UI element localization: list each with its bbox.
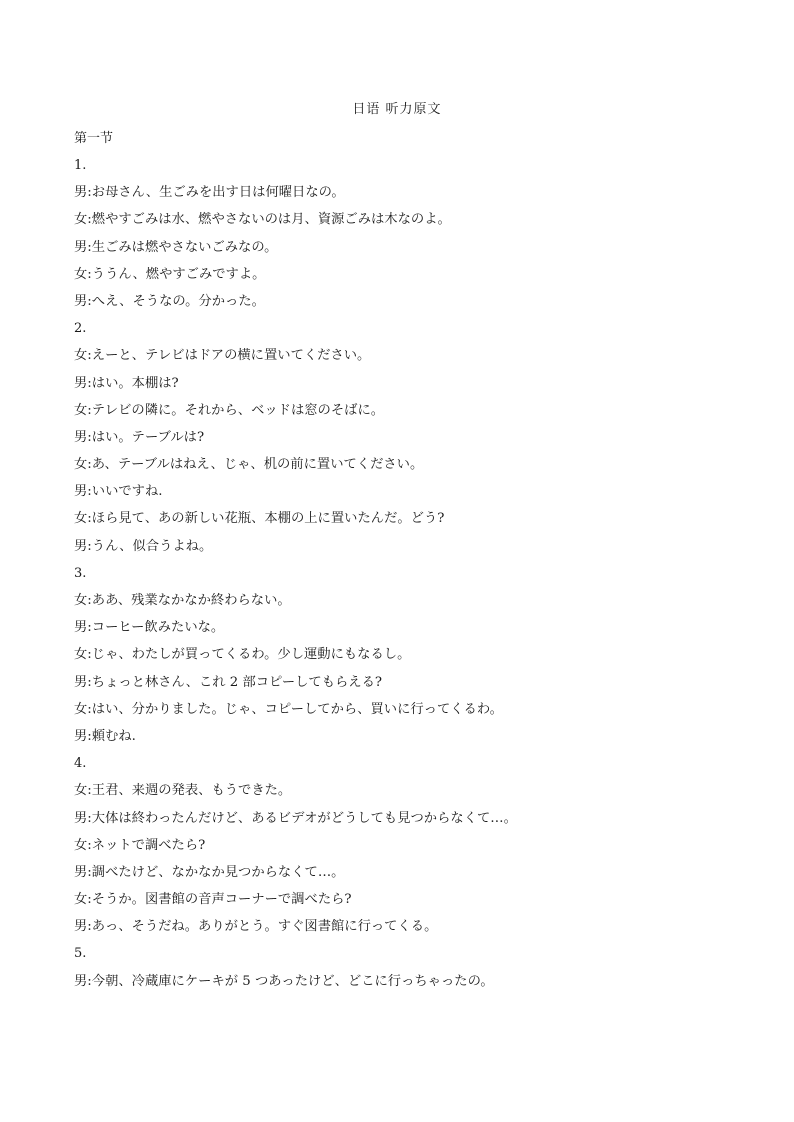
dialogue-line (74, 700, 734, 727)
speaker-label: 男 (74, 810, 88, 826)
utterance-text: 王君、来週の発表、もうできた。 (91, 783, 292, 799)
speaker-label: 男 (74, 973, 88, 989)
utterance-text: ああ、残業なかなか終わらない。 (91, 593, 291, 608)
question-number: 5. (74, 946, 87, 962)
question-block (74, 564, 734, 754)
speaker-separator: : (87, 239, 92, 255)
utterance-text: ううん、燃やすごみですよ。 (91, 266, 266, 282)
speaker-separator: : (87, 620, 92, 636)
dialogue-line (74, 917, 734, 944)
utterance-text: テレビの隣に。それから、ベッドは窓のそばに。 (91, 402, 385, 418)
speaker-separator: : (87, 457, 92, 473)
utterance-text: はい。本棚は? (91, 375, 179, 391)
speaker-label: 男 (74, 185, 88, 201)
dialogue-line (74, 781, 734, 808)
dialogue-line (74, 537, 734, 564)
dialogue-line (74, 292, 734, 319)
utterance-text: ネットで調べたら? (91, 837, 206, 853)
speaker-label: 女 (74, 511, 88, 527)
speaker-separator: : (87, 593, 92, 608)
utterance-text: あ、テーブルはねえ、じゃ、机の前に置いてください。 (91, 457, 424, 473)
speaker-separator: : (87, 266, 92, 282)
speaker-separator: : (87, 973, 92, 989)
dialogue-line (74, 346, 734, 373)
document-title: 日语 听力原文 (352, 102, 442, 117)
speaker-label: 女 (74, 402, 88, 418)
utterance-text: 頼むね. (91, 728, 136, 744)
dialogue-line (74, 727, 734, 754)
speaker-label: 男 (74, 538, 88, 554)
utterance-text: そうか。図書館の音声コーナーで調べたら? (91, 892, 352, 908)
utterance-text: はい、分かりました。じゃ、コピーしてから、買いに行ってくるわ。 (91, 701, 503, 717)
transcript-body (74, 156, 734, 999)
utterance-text: 燃やすごみは水、燃やさないのは月、資源ごみは木なのよ。 (91, 212, 451, 228)
speaker-separator: : (87, 484, 92, 500)
speaker-label: 男 (74, 674, 88, 690)
speaker-separator: : (87, 212, 92, 228)
speaker-label: 男 (74, 919, 88, 935)
speaker-label: 男 (74, 728, 88, 744)
utterance-text: 調べたけど、なかなか見つからなくて…。 (91, 864, 345, 880)
question-block (74, 319, 734, 564)
speaker-separator: : (87, 511, 92, 527)
dialogue-line (74, 428, 734, 455)
section-heading: 第一节 (74, 131, 114, 146)
dialogue-line (74, 890, 734, 917)
utterance-text: うん、似合うよね。 (91, 538, 213, 554)
speaker-separator: : (87, 728, 92, 744)
utterance-text: 生ごみは燃やさないごみなの。 (91, 239, 278, 255)
speaker-separator: : (87, 864, 92, 880)
utterance-text: ちょっと林さん、これ 2 部コピーしてもらえる? (91, 674, 383, 690)
question-block (74, 156, 734, 319)
speaker-separator: : (87, 783, 92, 799)
speaker-label: 男 (74, 864, 88, 880)
speaker-separator: : (87, 293, 92, 309)
speaker-label: 女 (74, 593, 88, 608)
speaker-separator: : (87, 701, 92, 717)
speaker-separator: : (87, 348, 92, 364)
speaker-label: 男 (74, 620, 88, 636)
dialogue-line (74, 374, 734, 401)
dialogue-line (74, 972, 734, 999)
speaker-label: 女 (74, 457, 88, 473)
speaker-label: 女 (74, 701, 88, 717)
speaker-label: 男 (74, 293, 88, 309)
dialogue-line (74, 455, 734, 482)
question-number: 2. (74, 321, 87, 337)
question-block (74, 944, 734, 998)
speaker-separator: : (87, 674, 92, 690)
dialogue-line (74, 591, 734, 618)
speaker-label: 女 (74, 647, 88, 663)
utterance-text: お母さん、生ごみを出す日は何曜日なの。 (91, 185, 345, 201)
speaker-separator: : (87, 538, 92, 554)
speaker-separator: : (87, 402, 92, 418)
speaker-label: 男 (74, 429, 88, 445)
utterance-text: 大体は終わったんだけど、あるビデオがどうしても見つからなくて…。 (91, 810, 517, 826)
speaker-label: 女 (74, 212, 88, 228)
speaker-separator: : (87, 429, 92, 445)
utterance-text: 今朝、冷蔵庫にケーキが 5 つあったけど、どこに行っちゃったの。 (91, 973, 494, 989)
utterance-text: へえ、そうなの。分かった。 (91, 293, 265, 309)
question-number: 3. (74, 565, 87, 581)
dialogue-line (74, 210, 734, 237)
speaker-label: 女 (74, 266, 88, 282)
speaker-label: 男 (74, 239, 88, 255)
question-number: 4. (74, 756, 87, 772)
dialogue-line (74, 809, 734, 836)
dialogue-line (74, 836, 734, 863)
speaker-label: 女 (74, 892, 88, 908)
question-block (74, 754, 734, 944)
utterance-text: はい。テーブルは? (91, 429, 205, 445)
dialogue-line (74, 183, 734, 210)
question-number: 1. (74, 158, 87, 173)
dialogue-line (74, 645, 734, 672)
speaker-separator: : (87, 375, 92, 391)
speaker-separator: : (87, 837, 92, 853)
dialogue-line (74, 863, 734, 890)
utterance-text: じゃ、わたしが買ってくるわ。少し運動にもなるし。 (91, 647, 411, 663)
utterance-text: ほら見て、あの新しい花瓶、本棚の上に置いたんだ。どう? (91, 511, 445, 527)
speaker-label: 女 (74, 348, 88, 364)
speaker-label: 女 (74, 837, 88, 853)
dialogue-line (74, 238, 734, 265)
speaker-separator: : (87, 647, 92, 663)
dialogue-line (74, 482, 734, 509)
speaker-label: 男 (74, 375, 88, 391)
utterance-text: えーと、テレビはドアの横に置いてください。 (91, 348, 371, 364)
dialogue-line (74, 401, 734, 428)
dialogue-line (74, 265, 734, 292)
utterance-text: いいですね. (91, 484, 163, 500)
utterance-text: あっ、そうだね。ありがとう。すぐ図書館に行ってくる。 (91, 919, 438, 935)
utterance-text: コーヒー飲みたいな。 (91, 620, 225, 636)
speaker-separator: : (87, 919, 92, 935)
dialogue-line (74, 618, 734, 645)
dialogue-line (74, 673, 734, 700)
speaker-separator: : (87, 185, 92, 201)
speaker-label: 女 (74, 783, 88, 799)
speaker-label: 男 (74, 484, 88, 500)
speaker-separator: : (87, 892, 92, 908)
speaker-separator: : (87, 810, 92, 826)
dialogue-line (74, 509, 734, 536)
